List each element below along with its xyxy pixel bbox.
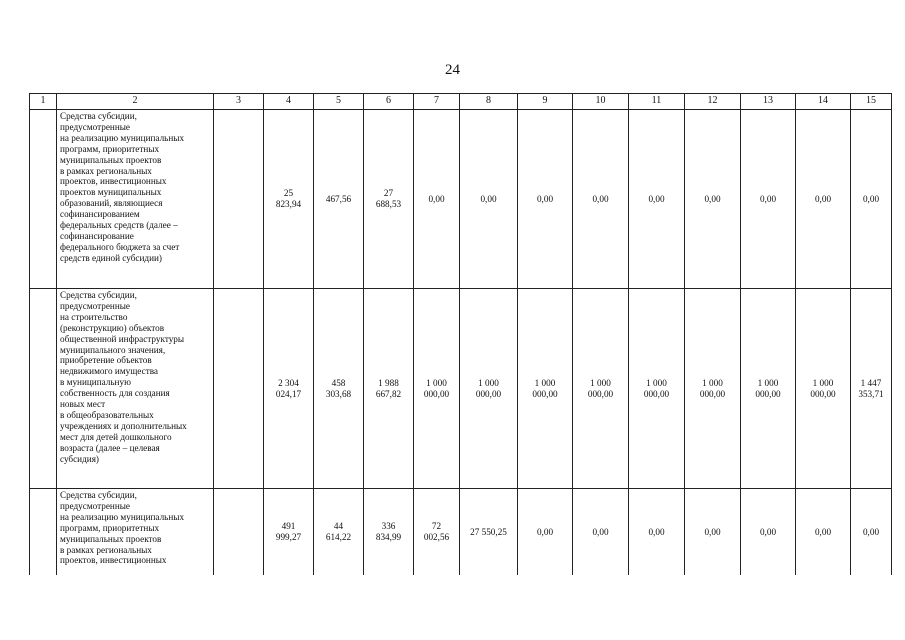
- value-line: 0,00: [814, 526, 832, 537]
- value-cell: [264, 289, 314, 489]
- value-line: 1 000: [426, 377, 447, 388]
- description-line: федерального бюджета за счет: [60, 241, 180, 252]
- value-cell: [796, 110, 851, 289]
- description-line: в рамках региональных: [60, 165, 152, 176]
- description-line: софинансирование: [60, 230, 134, 241]
- value-cell: [741, 489, 796, 576]
- value-cell: [796, 289, 851, 489]
- value-line: 0,00: [536, 526, 554, 537]
- value-cell: [685, 489, 741, 576]
- value-cell: [851, 110, 892, 289]
- row-number-cell: [30, 489, 57, 576]
- value-cell: [573, 110, 629, 289]
- value-line: 1 000: [702, 377, 723, 388]
- code-cell: [214, 489, 264, 576]
- value-line: 000,00: [810, 388, 836, 399]
- column-header: 4: [264, 94, 314, 110]
- description-line: на строительство: [60, 311, 128, 322]
- column-header: 13: [741, 94, 796, 110]
- budget-table: [29, 93, 892, 575]
- description-line: недвижимого имущества: [60, 366, 158, 377]
- description-line: проектов муниципальных: [60, 187, 162, 198]
- value-line: 688,53: [375, 199, 402, 209]
- value-line: 1 000: [646, 377, 667, 388]
- value-line: 458: [331, 377, 346, 388]
- column-header: 7: [414, 94, 460, 110]
- value-cell: [264, 110, 314, 289]
- value-line: 1 000: [812, 377, 834, 388]
- page-number: 24: [445, 62, 460, 78]
- description-line: Средства субсидии,: [60, 111, 137, 121]
- description-cell: [57, 489, 214, 576]
- description-line: предусмотренные: [60, 121, 130, 132]
- value-cell: [518, 110, 573, 289]
- description-line: возраста (далее – целевая: [60, 442, 160, 453]
- value-cell: [573, 489, 629, 576]
- value-cell: [364, 289, 414, 489]
- description-line: учреждениях и дополнительных: [60, 420, 187, 431]
- value-line: 000,00: [587, 388, 614, 399]
- value-line: 0,00: [428, 193, 445, 204]
- value-line: 336: [381, 521, 396, 532]
- value-line: 2 304: [278, 377, 299, 388]
- value-line: 1 988: [378, 377, 399, 388]
- value-line: 0,00: [759, 193, 777, 204]
- value-line: 353,71: [858, 388, 884, 399]
- value-cell: [314, 489, 364, 576]
- description-line: в муниципальную: [60, 377, 131, 388]
- description-cell: [57, 289, 214, 489]
- value-line: 0,00: [862, 193, 880, 204]
- value-line: 467,56: [325, 193, 352, 204]
- value-cell: [741, 110, 796, 289]
- column-header: 10: [573, 94, 629, 110]
- row-number-cell: [30, 289, 57, 489]
- value-line: 002,56: [423, 532, 450, 542]
- description-line: проектов, инвестиционных: [60, 176, 167, 187]
- value-line: 1 447: [860, 377, 882, 388]
- value-cell: [314, 289, 364, 489]
- description-line: собственность для создания: [60, 388, 170, 399]
- description-line: новых мест: [60, 399, 106, 410]
- description-line: муниципальных проектов: [60, 533, 162, 544]
- column-header: 3: [214, 94, 264, 110]
- column-header: 15: [851, 94, 892, 110]
- value-cell: [364, 489, 414, 576]
- value-line: 000,00: [643, 388, 670, 399]
- value-cell: [685, 289, 741, 489]
- value-line: 25: [283, 188, 294, 199]
- table-row: [30, 110, 892, 289]
- value-line: 1 000: [478, 377, 499, 388]
- value-line: 823,94: [275, 199, 302, 209]
- value-line: 0,00: [480, 193, 497, 204]
- column-header: 1: [30, 94, 57, 110]
- description-line: Средства субсидии,: [60, 290, 137, 300]
- value-cell: [796, 489, 851, 576]
- value-line: 303,68: [325, 388, 352, 399]
- value-cell: [851, 289, 892, 489]
- value-line: 614,22: [325, 532, 352, 542]
- value-line: 000,00: [423, 388, 450, 399]
- table-row: [30, 489, 892, 576]
- value-line: 0,00: [592, 193, 609, 204]
- value-line: 667,82: [375, 388, 402, 399]
- value-cell: [518, 289, 573, 489]
- column-header: 5: [314, 94, 364, 110]
- description-line: образований, являющиеся: [60, 198, 163, 209]
- description-line: на реализацию муниципальных: [60, 511, 185, 522]
- value-cell: [741, 289, 796, 489]
- value-line: 1 000: [534, 377, 556, 388]
- value-line: 0,00: [704, 193, 721, 204]
- value-line: 72: [431, 521, 442, 532]
- value-cell: [414, 289, 460, 489]
- description-line: программ, приоритетных: [60, 522, 160, 533]
- table-row: [30, 289, 892, 489]
- value-line: 0,00: [759, 526, 777, 537]
- value-line: 1 000: [590, 377, 611, 388]
- description-line: в рамках региональных: [60, 544, 152, 555]
- description-line: субсидия): [60, 453, 99, 464]
- value-cell: [851, 489, 892, 576]
- value-line: 024,17: [275, 388, 302, 399]
- description-line: муниципального значения,: [60, 344, 166, 355]
- description-line: в общеобразовательных: [60, 409, 154, 420]
- value-line: 1 000: [757, 377, 779, 388]
- description-line: предусмотренные: [60, 300, 130, 311]
- value-cell: [518, 489, 573, 576]
- description-line: программ, приоритетных: [60, 143, 160, 154]
- value-line: 834,99: [375, 532, 402, 542]
- code-cell: [214, 289, 264, 489]
- value-line: 0,00: [648, 526, 665, 537]
- value-line: 27 550,25: [470, 526, 507, 537]
- column-header: 8: [460, 94, 518, 110]
- description-line: средств единой субсидии): [60, 252, 162, 263]
- value-line: 0,00: [704, 526, 721, 537]
- description-line: приобретение объектов: [60, 355, 152, 366]
- value-line: 27: [383, 188, 394, 199]
- column-header: 6: [364, 94, 414, 110]
- value-line: 000,00: [475, 388, 502, 399]
- value-line: 0,00: [592, 526, 609, 537]
- value-cell: [460, 110, 518, 289]
- column-number-row: [30, 94, 892, 110]
- description-line: общественной инфраструктуры: [60, 333, 185, 344]
- column-header: 9: [518, 94, 573, 110]
- value-cell: [629, 289, 685, 489]
- value-line: 0,00: [862, 526, 880, 537]
- column-header: 14: [796, 94, 851, 110]
- column-header: 11: [629, 94, 685, 110]
- value-line: 0,00: [536, 193, 554, 204]
- value-line: 000,00: [699, 388, 726, 399]
- value-cell: [460, 489, 518, 576]
- value-cell: [460, 289, 518, 489]
- value-line: 000,00: [755, 388, 781, 399]
- description-line: мест для детей дошкольного: [60, 431, 172, 442]
- value-cell: [264, 489, 314, 576]
- column-header: 12: [685, 94, 741, 110]
- value-cell: [314, 110, 364, 289]
- value-cell: [573, 289, 629, 489]
- value-line: 0,00: [648, 193, 665, 204]
- value-line: 44: [333, 521, 344, 532]
- value-line: 491: [281, 521, 296, 532]
- description-line: софинансированием: [60, 209, 140, 220]
- description-line: на реализацию муниципальных: [60, 132, 185, 143]
- description-cell: [57, 110, 214, 289]
- value-cell: [414, 110, 460, 289]
- value-cell: [364, 110, 414, 289]
- description-line: проектов, инвестиционных: [60, 555, 167, 566]
- value-line: 000,00: [532, 388, 558, 399]
- value-cell: [629, 110, 685, 289]
- value-cell: [685, 110, 741, 289]
- description-line: федеральных средств (далее –: [60, 220, 178, 231]
- description-line: (реконструкцию) объектов: [60, 322, 165, 333]
- row-number-cell: [30, 110, 57, 289]
- code-cell: [214, 110, 264, 289]
- description-line: муниципальных проектов: [60, 154, 162, 165]
- column-header: 2: [57, 94, 214, 110]
- description-line: Средства субсидии,: [60, 490, 137, 500]
- value-line: 0,00: [814, 193, 832, 204]
- description-line: предусмотренные: [60, 500, 130, 511]
- value-line: 999,27: [275, 532, 302, 542]
- value-cell: [629, 489, 685, 576]
- value-cell: [414, 489, 460, 576]
